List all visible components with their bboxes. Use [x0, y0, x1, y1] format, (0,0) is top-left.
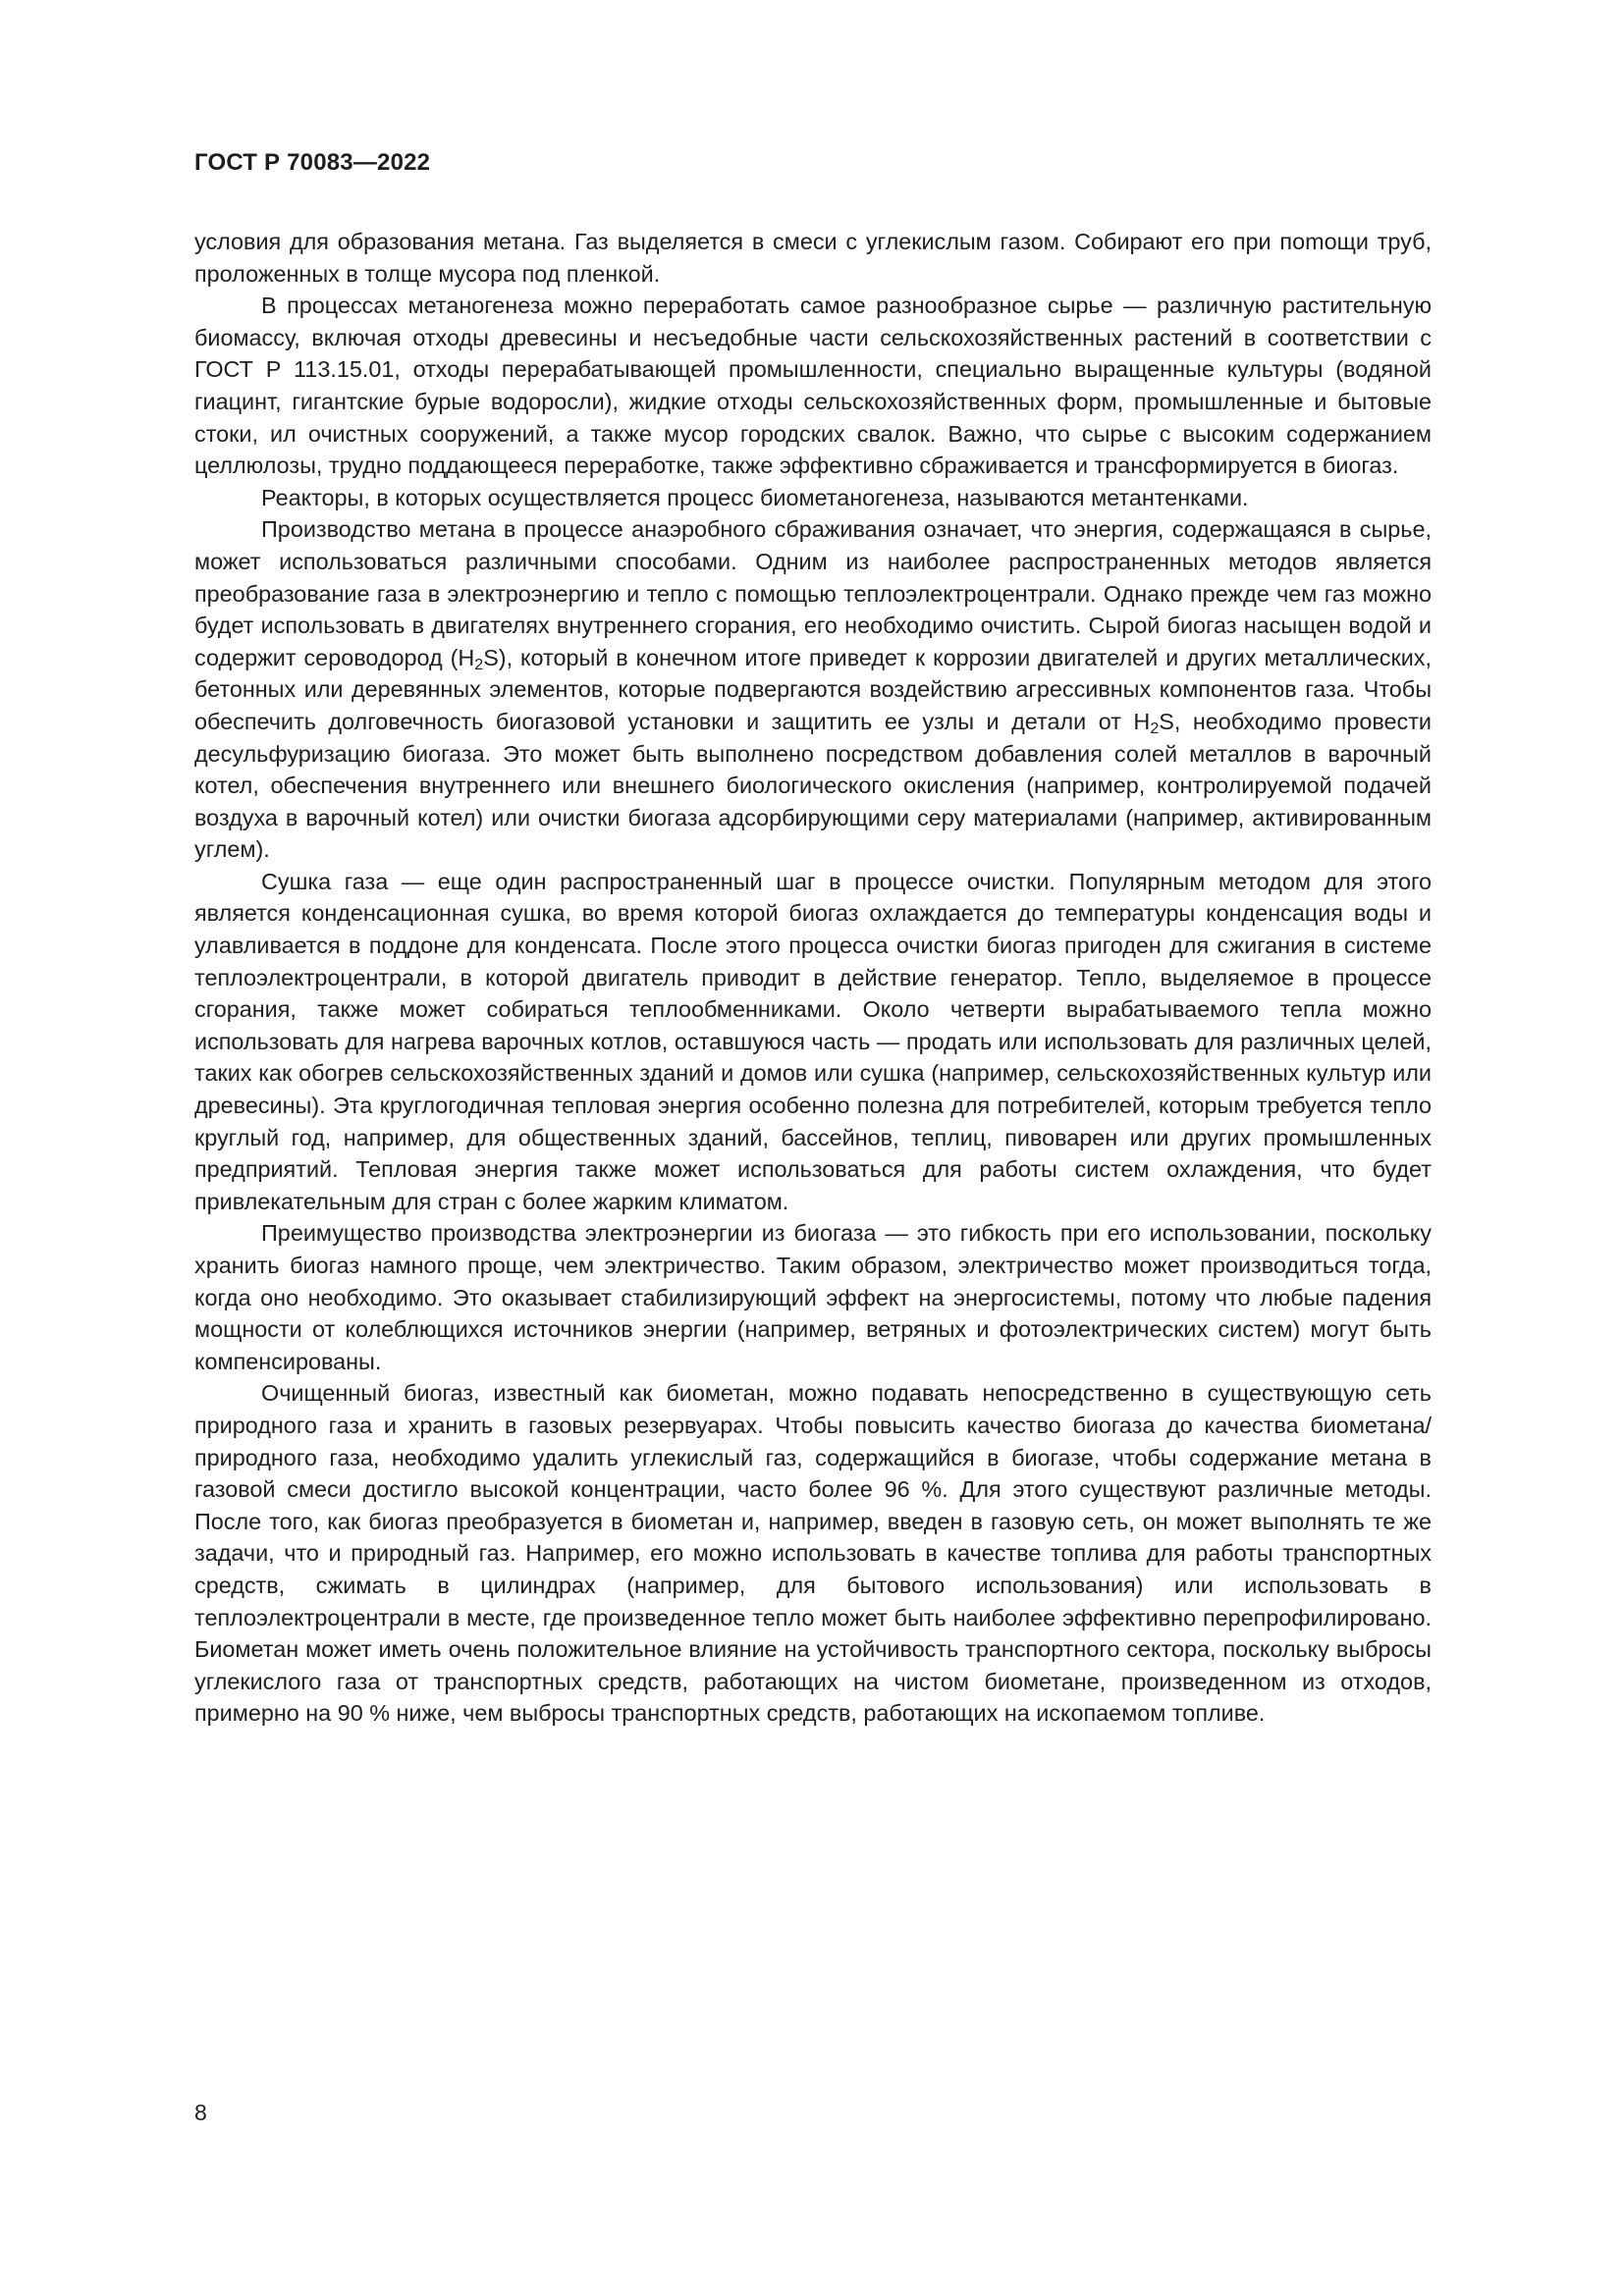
paragraph-4 — [194, 513, 1432, 866]
paragraph-4-part-b: S), который в конечном итоге приведет к коррозии двигателей и других металлических, бетонных или деревянных элементов, которые подвергаются воздействию агрессивных компонентов газа. Чтобы обеспечить долговечность биогазовой установки и защитить ее узлы и детали от H — [194, 644, 1432, 734]
paragraph-7: Очищенный биогаз, известный как биометан, можно подавать непосредственно в существующую сеть природного газа и хранить в газовых резервуарах. Чтобы повысить качество биогаза до качества биометана/природного газа, необходимо удалить углекислый газ, содержащийся в биогазе, чтобы содержание метана в газовой смеси достигло высокой концентрации, часто более 96 %. Для этого существуют различные методы. После того, как биогаз преобразуется в биометан и, например, введен в газовую сеть, он может выполнять те же задачи, что и природный газ. Например, его можно использовать в качестве топлива для работы транспортных средств, сжимать в цилиндрах (например, для бытового использования) или использовать в теплоэлектроцентрали в месте, где произведенное тепло может быть наиболее эффективно перепрофилировано. Биометан может иметь очень положительное влияние на устойчивость транспортного сектора, поскольку выбросы углекислого газа от транспортных средств, работающих на чистом биометане, произведенном из отходов, примерно на 90 % ниже, чем выбросы транспортных средств, работающих на ископаемом топливе. — [194, 1380, 1432, 1727]
subscript-2: 2 — [474, 656, 484, 673]
paragraph-5: Сушка газа — еще один распространенный шаг в процессе очистки. Популярным методом для этого является конденсационная сушка, во время которой биогаз охлаждается до температуры конденсация воды и улавливается в поддоне для конденсата. После этого процесса очистки биогаз пригоден для сжигания в системе теплоэлектроцентрали, в которой двигатель приводит в действие генератор. Тепло, выделяемое в процессе сгорания, также может собираться теплообменниками. Около четверти вырабатываемого тепла можно использовать для нагрева варочных котлов, оставшуюся часть — продать или использовать для различных целей, таких как обогрев сельскохозяйственных зданий и домов или сушка (например, сельскохозяйственных культур или древесины). Эта круглогодичная тепловая энергия особенно полезна для потребителей, которым требуется тепло круглый год, например, для общественных зданий, бассейнов, теплиц, пивоварен или других промышленных предприятий. Тепловая энергия также может использоваться для работы систем охлаждения, что будет привлекательным для стран с более жарким климатом. — [194, 868, 1432, 1214]
paragraph-4-part-a: Производство метана в процессе анаэробного сбраживания означает, что энергия, содержащаяся в сырье, может использоваться различными способами. Одним из наиболее распространенных методов является преобразование газа в электроэнергию и тепло с помощью теплоэлектроцентрали. Однако прежде чем газ можно будет использовать в двигателях внутреннего сгорания, его необходимо очистить. Сырой биогаз насыщен водой и содержит сероводород (H — [194, 516, 1432, 670]
page-number: 8 — [194, 2100, 207, 2125]
paragraph-6: Преимущество производства электроэнергии из биогаза — это гибкость при его использовании, поскольку хранить биогаз намного проще, чем электричество. Таким образом, электричество может производиться тогда, когда оно необходимо. Это оказывает стабилизирующий эффект на энергосистемы, потому что любые падения мощности от колеблющихся источников энергии (например, ветряных и фотоэлектрических систем) могут быть компенсированы. — [194, 1220, 1432, 1374]
paragraph-3: Реакторы, в которых осуществляется процесс биометаногенеза, называются метантенками. — [261, 484, 1249, 510]
document-header: ГОСТ Р 70083—2022 — [194, 149, 431, 176]
paragraph-1: условия для образования метана. Газ выделяется в смеси с углекислым газом. Собирают его при поmощи труб, проложенных в толще мусора под пленкой. — [194, 229, 1432, 287]
paragraph-2: В процессах метаногенеза можно переработать самое разнообразное сырье — различную растительную биомассу, включая отходы древесины и несъедобные части сельскохозяйственных растений в соответствии с ГОСТ Р 113.15.01, отходы перерабатывающей промышленности, специально выращенные культуры (водяной гиацинт, гигантские бурые водоросли), жидкие отходы сельскохозяйственных форм, промышленные и бытовые стоки, ил очистных сооружений, а также мусор городских свалок. Важно, что сырье с высоким содержанием целлюлозы, трудно поддающееся переработке, также эффективно сбраживается и трансформируется в биогаз. — [194, 293, 1432, 479]
subscript-2: 2 — [1150, 720, 1160, 737]
document-body — [194, 226, 1432, 1730]
paragraph-4-part-c: S, необходимо провести десульфуризацию биогаза. Это может быть выполнено посредством добавления солей металлов в варочный котел, обеспечения внутреннего или внешнего биологического окисления (например, контролируемой подачей воздуха в варочный котел) или очистки биогаза адсорбирующими серу материалами (например, активированным углем). — [194, 708, 1432, 863]
